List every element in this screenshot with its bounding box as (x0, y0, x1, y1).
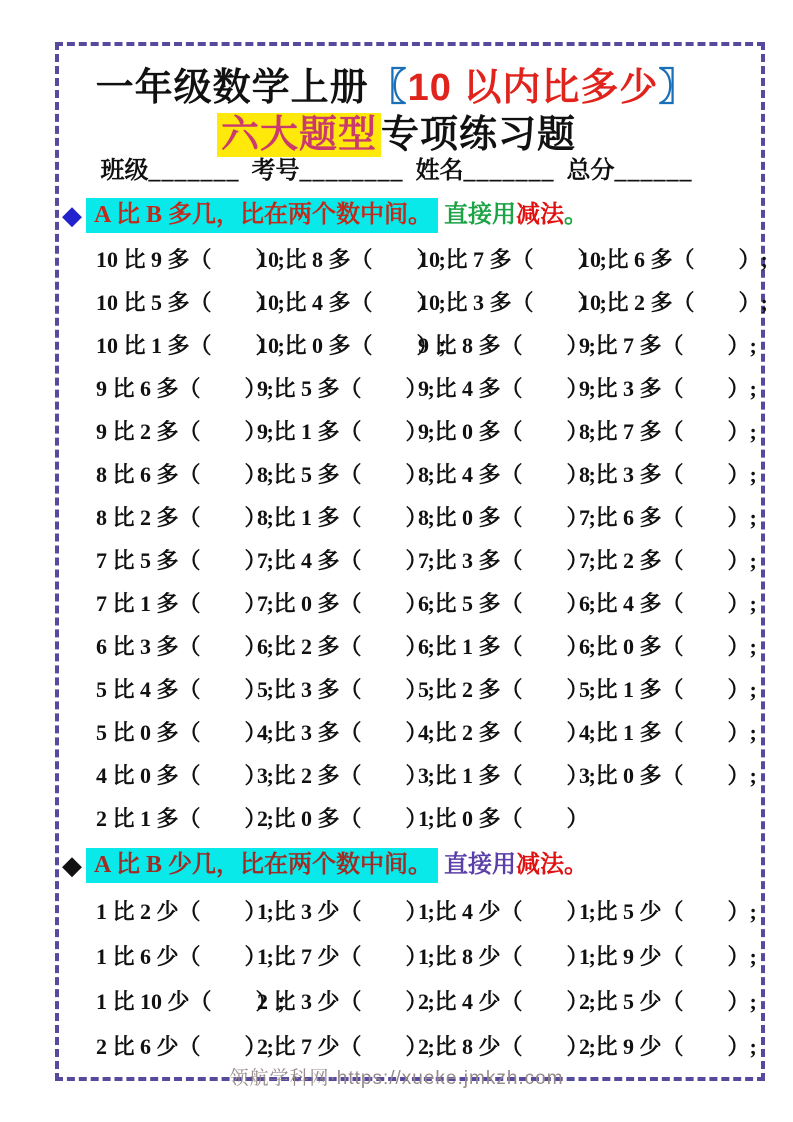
problem-cell: 2 比 8 少（ ）; (418, 1034, 596, 1059)
problem-row (96, 710, 757, 753)
section2-heading (62, 844, 753, 881)
problem-cell: 3 比 2 多（ ）; (257, 763, 435, 788)
problem-cell: 2 比 4 少（ ）; (418, 989, 596, 1014)
form-field-label: 考号 (251, 158, 300, 184)
student-info-line (0, 150, 793, 185)
problem-cell: 4 比 2 多（ ）; (418, 720, 596, 745)
problem-cell: 10 比 7 多（ ）; (418, 247, 607, 272)
problem-row (96, 753, 757, 796)
problem-cell: 1 比 7 少（ ）; (257, 944, 435, 969)
problem-cell: 1 比 5 少（ ）; (579, 899, 757, 924)
problem-cell: 1 比 9 少（ ）; (579, 944, 757, 969)
problem-cell: 7 比 3 多（ ）; (418, 548, 596, 573)
form-field-blank: ________ (299, 158, 404, 184)
problem-cell: 1 比 8 少（ ）; (418, 944, 596, 969)
problem-cell: 9 比 4 多（ ）; (418, 376, 596, 401)
title-highlighted-text: 六大题型 (217, 113, 381, 157)
problem-row (96, 667, 757, 710)
problem-cell: 10 比 5 多（ ）; (96, 290, 285, 315)
problem-cell: 1 比 6 少（ ）; (96, 944, 274, 969)
problem-row (96, 409, 757, 452)
section2-heading-accent: 减法 (516, 852, 565, 878)
problem-cell: 2 比 3 少（ ）; (257, 989, 435, 1014)
section1-heading-highlight: A 比 B 多几，比在两个数中间。 (86, 198, 438, 233)
section2-heading-period: 。 (564, 852, 589, 878)
form-field-label: 总分 (566, 158, 615, 184)
problem-cell: 10 比 8 多（ ）; (257, 247, 446, 272)
problem-cell: 2 比 9 少（ ）; (579, 1034, 757, 1059)
problem-row (96, 452, 757, 495)
problem-cell: 6 比 3 多（ ）; (96, 634, 274, 659)
problem-row (96, 978, 757, 1023)
problem-cell: 1 比 10 少（ ）; (96, 989, 285, 1014)
section1-heading-accent: 减法 (516, 202, 565, 228)
problem-cell: 10 比 0 多（ ）; (257, 333, 446, 358)
diamond-bullet-icon: ◆ (62, 201, 82, 231)
problem-cell: 9 比 1 多（ ）; (257, 419, 435, 444)
problem-cell: 2 比 0 多（ ）; (257, 806, 435, 831)
problem-cell: 9 比 0 多（ ）; (418, 419, 596, 444)
form-field (252, 158, 404, 184)
form-field-blank: _______ (463, 158, 555, 184)
form-field-label: 姓名 (415, 158, 464, 184)
problem-cell: 9 比 7 多（ ）; (579, 333, 757, 358)
problem-cell: 8 比 3 多（ ）; (579, 462, 757, 487)
problem-cell: 1 比 2 少（ ）; (96, 899, 274, 924)
problem-cell: 1 比 0 多（ ） (418, 806, 589, 831)
problem-row (96, 237, 768, 280)
problem-cell: 8 比 6 多（ ）; (96, 462, 274, 487)
problem-cell: 8 比 7 多（ ）; (579, 419, 757, 444)
problem-cell: 7 比 4 多（ ）; (257, 548, 435, 573)
problem-cell: 6 比 1 多（ ）; (418, 634, 596, 659)
problem-cell: 8 比 2 多（ ）; (96, 505, 274, 530)
problem-cell: 5 比 0 多（ ）; (96, 720, 274, 745)
problem-cell: 9 比 8 多（ ）; (418, 333, 596, 358)
problem-cell: 2 比 7 少（ ）; (257, 1034, 435, 1059)
form-field-blank: _______ (148, 158, 240, 184)
problem-cell: 4 比 1 多（ ）; (579, 720, 757, 745)
problem-cell: 8 比 5 多（ ）; (257, 462, 435, 487)
problem-cell: 2 比 6 少（ ）; (96, 1034, 274, 1059)
section1-problem-grid (96, 237, 768, 839)
problem-cell: 2 比 1 多（ ）; (96, 806, 274, 831)
problem-cell: 4 比 0 多（ ）; (96, 763, 274, 788)
watermark-footer: 领航学科网·https://xueke.jmkzh.com (229, 1068, 564, 1089)
problem-cell: 7 比 0 多（ ）; (257, 591, 435, 616)
problem-row (96, 538, 757, 581)
problem-cell: 2 比 5 少（ ）; (579, 989, 757, 1014)
diamond-bullet-icon: ◆ (62, 851, 82, 881)
form-field (567, 158, 693, 184)
section1-heading (62, 194, 753, 231)
problem-row (96, 280, 768, 323)
problem-cell: 5 比 4 多（ ）; (96, 677, 274, 702)
form-field-blank: ______ (614, 158, 693, 184)
problem-row (96, 624, 757, 667)
section2-heading-plain: 直接用 (444, 852, 517, 878)
problem-cell: 10 比 2 多（ ）; (579, 290, 768, 315)
problem-cell: 5 比 3 多（ ）; (257, 677, 435, 702)
title-bracket-close: 〗 (658, 67, 698, 109)
problem-row (96, 796, 757, 839)
problem-cell: 1 比 3 少（ ）; (257, 899, 435, 924)
problem-row (96, 495, 757, 538)
section2-problem-grid (96, 888, 757, 1068)
problem-row (96, 581, 757, 624)
problem-cell: 10 比 1 多（ ）; (96, 333, 285, 358)
problem-cell: 6 比 4 多（ ）; (579, 591, 757, 616)
problem-cell: 8 比 1 多（ ）; (257, 505, 435, 530)
problem-cell: 7 比 5 多（ ）; (96, 548, 274, 573)
title-text-black: 一年级数学上册 (95, 67, 369, 109)
title-text-black2: 专项练习题 (381, 114, 577, 156)
problem-cell: 10 比 6 多（ ）; (579, 247, 768, 272)
problem-cell: 10 比 4 多（ ）; (257, 290, 446, 315)
problem-row (96, 323, 757, 366)
problem-cell: 4 比 3 多（ ）; (257, 720, 435, 745)
problem-row (96, 933, 757, 978)
problem-cell: 5 比 1 多（ ）; (579, 677, 757, 702)
section2-heading-highlight: A 比 B 少几，比在两个数中间。 (86, 848, 438, 883)
problem-cell: 9 比 2 多（ ）; (96, 419, 274, 444)
problem-cell: 7 比 1 多（ ）; (96, 591, 274, 616)
problem-cell: 8 比 4 多（ ）; (418, 462, 596, 487)
form-field (416, 158, 555, 184)
problem-cell: 6 比 0 多（ ）; (579, 634, 757, 659)
problem-cell: 7 比 2 多（ ）; (579, 548, 757, 573)
problem-cell: 8 比 0 多（ ）; (418, 505, 596, 530)
problem-row (96, 888, 757, 933)
problem-cell: 5 比 2 多（ ）; (418, 677, 596, 702)
form-field-label: 班级 (100, 158, 149, 184)
title-text-red: 10 以内比多少 (407, 67, 659, 109)
problem-row (96, 366, 757, 409)
problem-cell: 7 比 6 多（ ）; (579, 505, 757, 530)
problem-cell: 9 比 3 多（ ）; (579, 376, 757, 401)
problem-cell: 6 比 2 多（ ）; (257, 634, 435, 659)
problem-cell: 9 比 5 多（ ）; (257, 376, 435, 401)
problem-cell: 3 比 0 多（ ）; (579, 763, 757, 788)
problem-cell: 9 比 6 多（ ）; (96, 376, 274, 401)
problem-row (96, 1023, 757, 1068)
problem-cell: 3 比 1 多（ ）; (418, 763, 596, 788)
problem-cell: 6 比 5 多（ ）; (418, 591, 596, 616)
problem-cell: 1 比 4 少（ ）; (418, 899, 596, 924)
form-field (101, 158, 240, 184)
problem-cell: 10 比 3 多（ ）; (418, 290, 607, 315)
section1-heading-period: 。 (564, 202, 589, 228)
section1-heading-plain: 直接用 (444, 202, 517, 228)
problem-cell: 10 比 9 多（ ）; (96, 247, 285, 272)
title-bracket-open: 〖 (368, 67, 408, 109)
